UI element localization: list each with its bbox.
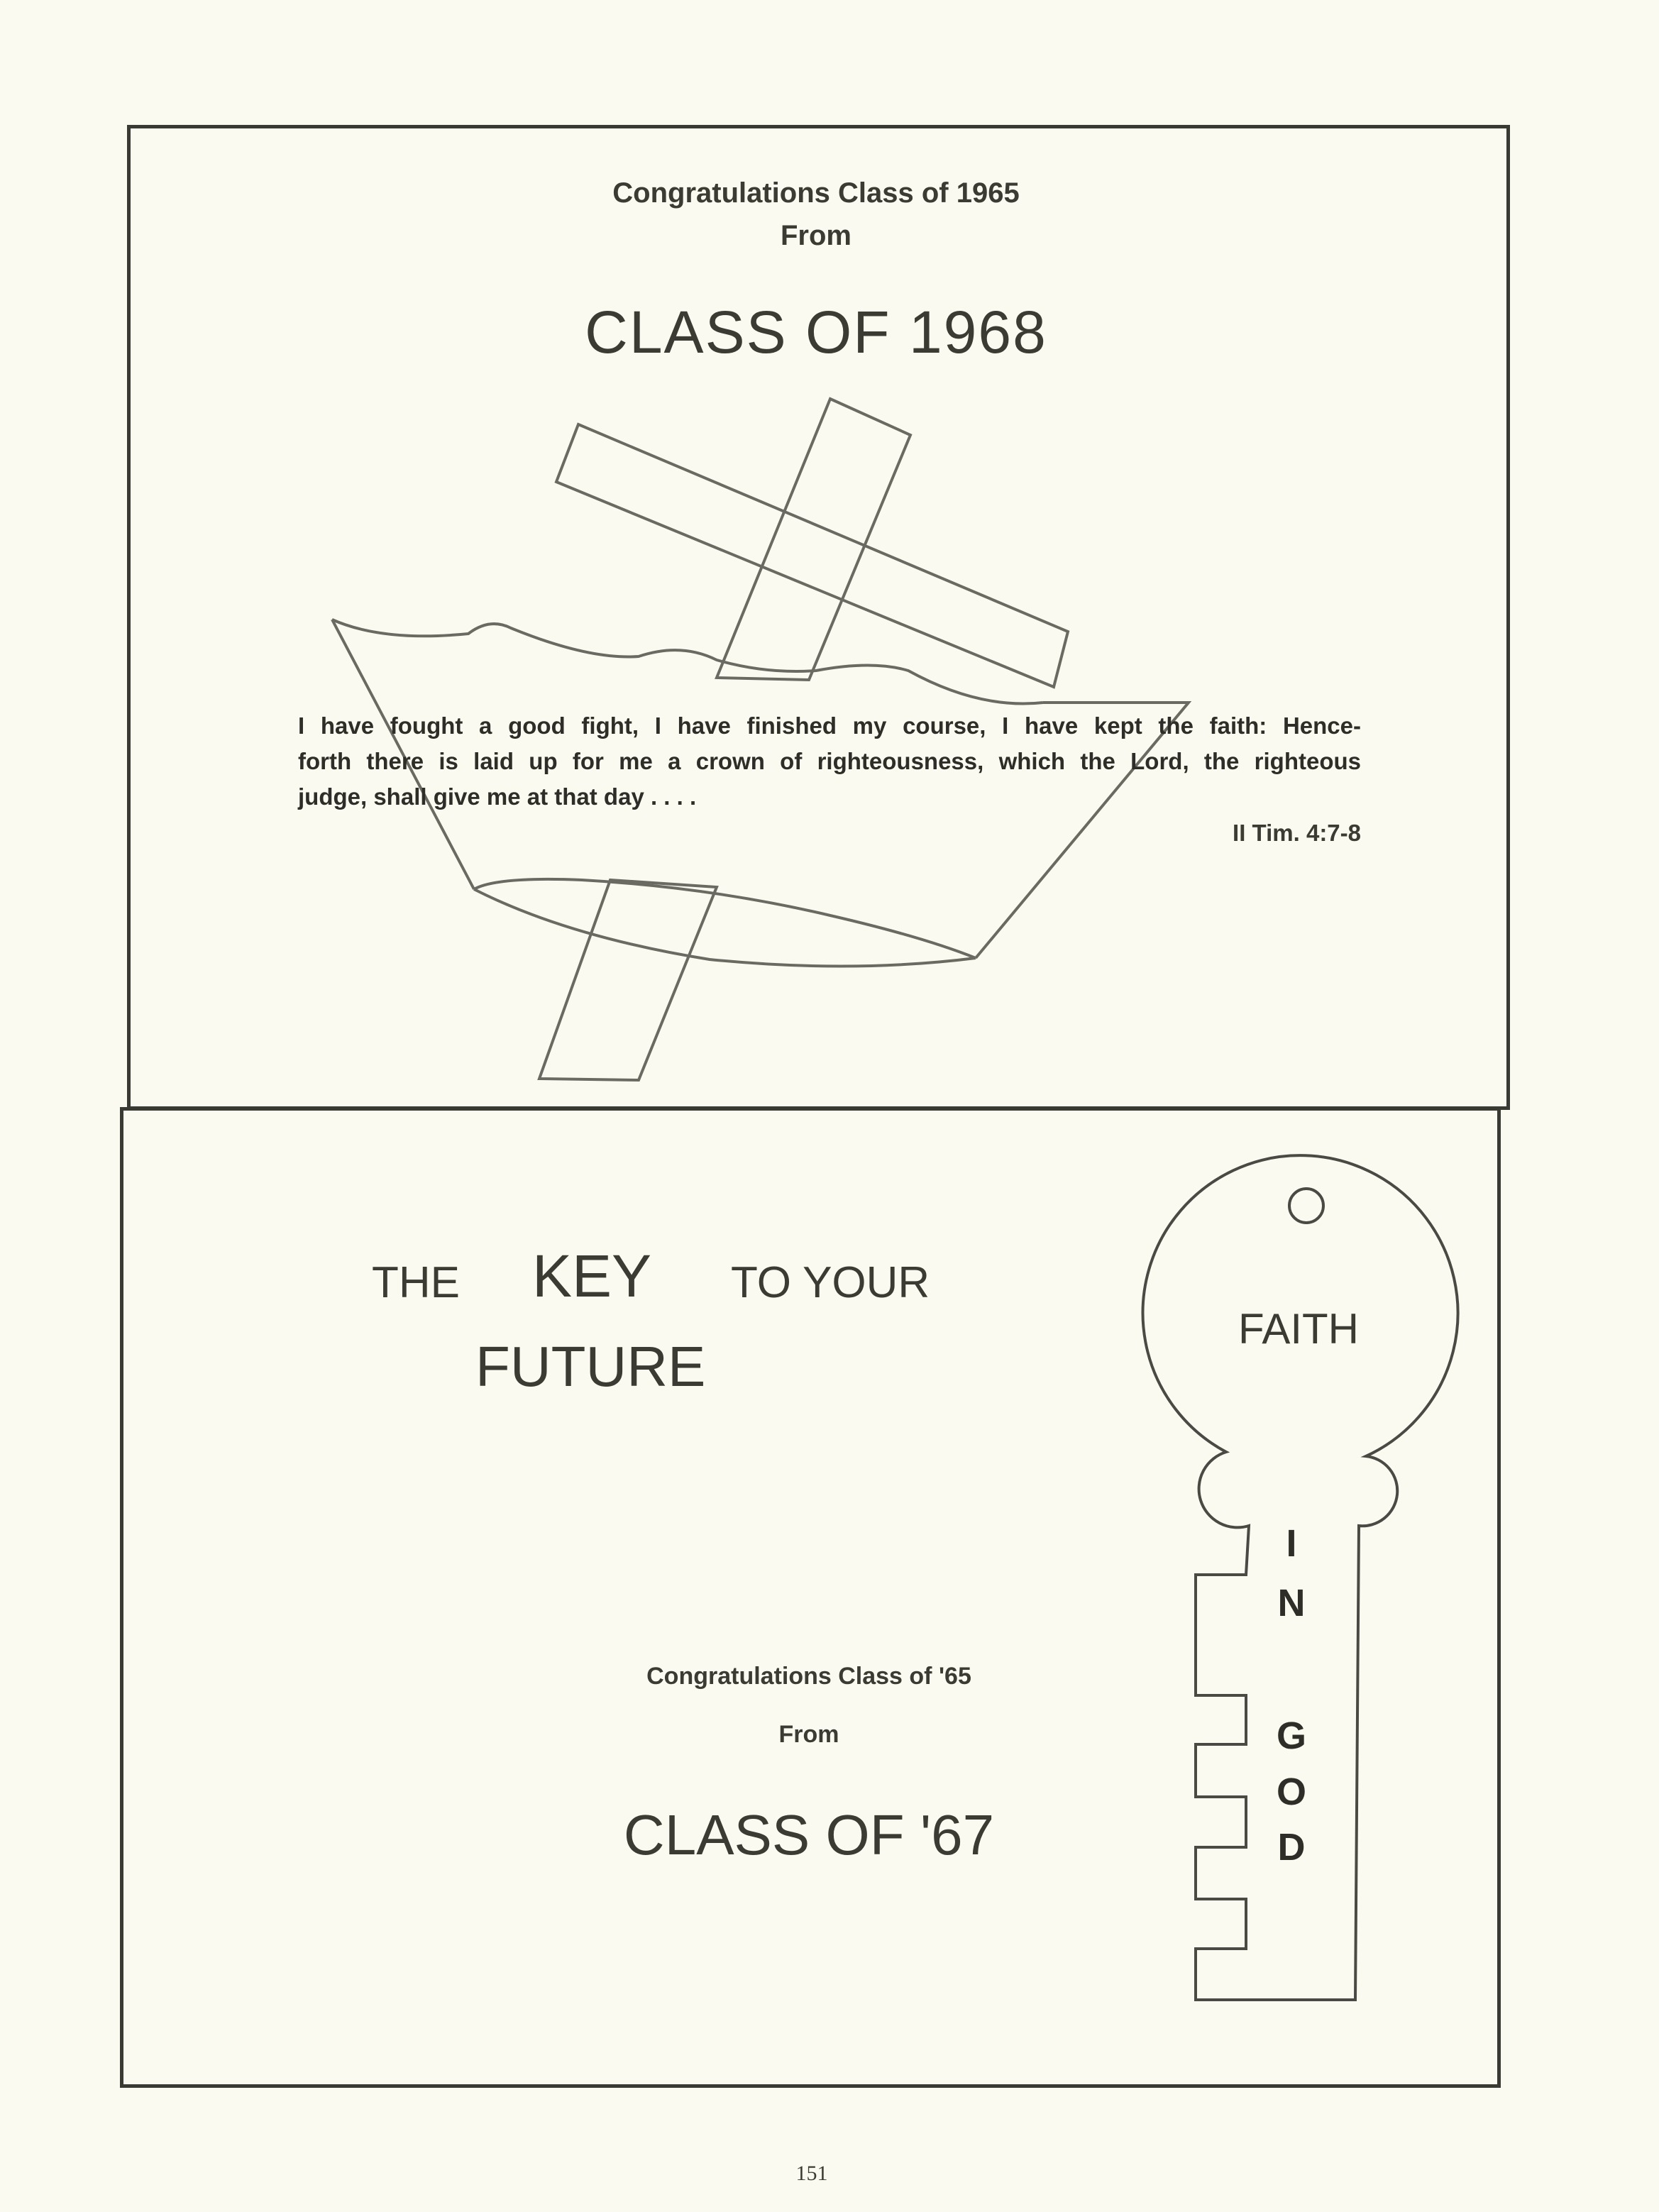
page-number: 151 [795, 2162, 828, 2185]
key-letter-i: I [1286, 1522, 1297, 1565]
key-letter-o: O [1276, 1771, 1306, 1813]
headline-the: THE [372, 1258, 460, 1307]
top-from-line: From [781, 220, 851, 251]
key-bow-text: FAITH [1238, 1305, 1359, 1353]
top-ad-panel [127, 125, 1510, 1110]
top-class-title: CLASS OF 1968 [585, 299, 1047, 365]
bottom-from-line: From [778, 1721, 839, 1748]
key-letter-n: N [1277, 1582, 1306, 1624]
verse-citation: II Tim. 4:7-8 [1233, 820, 1361, 846]
headline-to-your: TO YOUR [731, 1258, 930, 1307]
top-congrats-line: Congratulations Class of 1965 [612, 177, 1020, 209]
headline-future: FUTURE [475, 1335, 706, 1398]
bottom-class-title: CLASS OF '67 [623, 1803, 995, 1866]
verse-line-3: judge, shall give me at that day . . . . [298, 783, 697, 810]
key-letter-d: D [1277, 1826, 1306, 1869]
key-letter-g: G [1276, 1715, 1306, 1757]
verse-line-1: I have fought a good fight, I have finished my course, I have kept the faith: Hence- [298, 712, 1361, 739]
verse-line-2: forth there is laid up for me a crown of righteousness, which the Lord, the righteous [298, 748, 1361, 774]
headline-key: KEY [532, 1243, 652, 1309]
bottom-congrats-line: Congratulations Class of '65 [646, 1663, 971, 1690]
